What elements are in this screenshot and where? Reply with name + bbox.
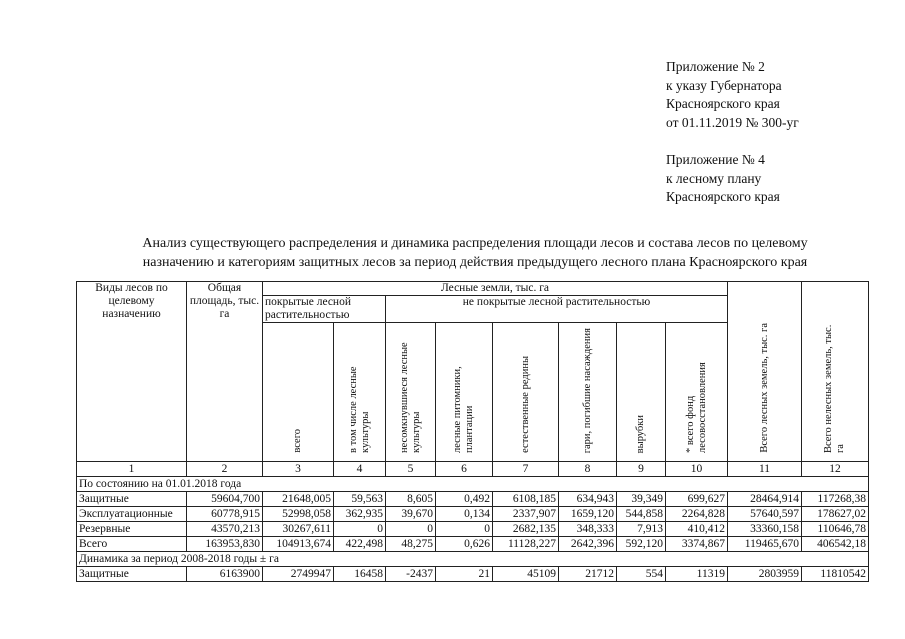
header-forest-lands: Лесные земли, тыс. га (263, 282, 728, 296)
appendix-line: Приложение № 4 (666, 152, 765, 167)
table-cell: 33360,158 (728, 522, 802, 537)
column-number: 6 (436, 462, 493, 477)
appendix-line: к лесному плану (666, 170, 762, 186)
table-cell: 11810542 (802, 567, 869, 582)
column-number: 11 (728, 462, 802, 477)
table-cell: -2437 (386, 567, 436, 582)
table-cell: 59,563 (334, 492, 386, 507)
header-reforestation-fund: * всего фонд лесовосстановления (666, 323, 728, 462)
table-cell: 57640,597 (728, 507, 802, 522)
table-cell: 0 (386, 522, 436, 537)
table-cell: 48,275 (386, 537, 436, 552)
table-cell: 2803959 (728, 567, 802, 582)
table-cell: 2337,907 (493, 507, 559, 522)
table-cell: 0,134 (436, 507, 493, 522)
table-cell: 406542,18 (802, 537, 869, 552)
section-row (77, 552, 869, 567)
table-cell: 45109 (493, 567, 559, 582)
table-cell: 117268,38 (802, 492, 869, 507)
section-title: Динамика за период 2008-2018 годы ± га (77, 552, 869, 567)
table-cell: 30267,611 (263, 522, 334, 537)
table-cell: 0 (334, 522, 386, 537)
table-cell: 362,935 (334, 507, 386, 522)
column-number: 3 (263, 462, 334, 477)
table-row (77, 537, 869, 552)
table-cell: 178627,02 (802, 507, 869, 522)
row-label: Защитные (77, 492, 187, 507)
appendix-line: от 01.11.2019 № 300-уг (666, 114, 799, 130)
header-clearings: вырубки (617, 323, 666, 462)
table-cell: 422,498 (334, 537, 386, 552)
table-cell: 8,605 (386, 492, 436, 507)
document-title (60, 234, 890, 272)
table-cell: 554 (617, 567, 666, 582)
table-cell: 59604,700 (187, 492, 263, 507)
row-label: Всего (77, 537, 187, 552)
column-number: 2 (187, 462, 263, 477)
column-number: 8 (559, 462, 617, 477)
header-total-area: Общая площадь, тыс. га (187, 282, 263, 462)
table-row (77, 567, 869, 582)
table-cell: 592,120 (617, 537, 666, 552)
header-not-covered: не покрытые лесной растительностью (386, 296, 728, 323)
column-number: 10 (666, 462, 728, 477)
table-row (77, 492, 869, 507)
table-cell: 348,333 (559, 522, 617, 537)
table-cell: 21 (436, 567, 493, 582)
table-cell: 1659,120 (559, 507, 617, 522)
table-cell: 39,670 (386, 507, 436, 522)
header-total-nonforest-lands: Всего нелесных земель, тыс. га (802, 282, 869, 462)
table-cell: 52998,058 (263, 507, 334, 522)
table-cell: 0 (436, 522, 493, 537)
column-number: 9 (617, 462, 666, 477)
table-cell: 699,627 (666, 492, 728, 507)
column-number: 4 (334, 462, 386, 477)
table-row (77, 522, 869, 537)
table-cell: 104913,674 (263, 537, 334, 552)
table-cell: 39,349 (617, 492, 666, 507)
table-cell: 21712 (559, 567, 617, 582)
table-cell: 7,913 (617, 522, 666, 537)
table-cell: 0,492 (436, 492, 493, 507)
appendix-line: Красноярского края (666, 96, 780, 111)
header-forest-type: Виды лесов по целевому назначению (77, 282, 187, 462)
header-unclosed-cultures: несомкнувшиеся лесные культуры (386, 323, 436, 462)
header-nurseries: лесные питомники, плантации (436, 323, 493, 462)
appendix-line: к указу Губернатора (666, 77, 782, 93)
table-cell: 11128,227 (493, 537, 559, 552)
forest-distribution-table (76, 281, 869, 582)
table-cell: 0,626 (436, 537, 493, 552)
table-cell: 60778,915 (187, 507, 263, 522)
header-covered: покрытые лесной растительностью (263, 296, 386, 323)
table-cell: 43570,213 (187, 522, 263, 537)
header-natural-gaps: естественные редины (493, 323, 559, 462)
row-label: Эксплуатационные (77, 507, 187, 522)
appendix-line: Приложение № 2 (666, 59, 765, 74)
table-cell: 163953,830 (187, 537, 263, 552)
table-cell: 21648,005 (263, 492, 334, 507)
table-cell: 16458 (334, 567, 386, 582)
table-cell: 2682,135 (493, 522, 559, 537)
table-cell: 119465,670 (728, 537, 802, 552)
title-line: Анализ существующего распределения и динамика распределения площади лесов и состава лесов по целевому (142, 236, 808, 251)
table-cell: 410,412 (666, 522, 728, 537)
table-cell: 110646,78 (802, 522, 869, 537)
table-row (77, 507, 869, 522)
table-cell: 634,943 (559, 492, 617, 507)
appendix-block (666, 58, 799, 207)
row-label: Резервные (77, 522, 187, 537)
appendix-line: Красноярского края (666, 189, 780, 204)
column-number: 5 (386, 462, 436, 477)
table-cell: 6163900 (187, 567, 263, 582)
header-total-forest-lands: Всего лесных земель, тыс. га (728, 282, 802, 462)
column-number: 7 (493, 462, 559, 477)
table-cell: 544,858 (617, 507, 666, 522)
table-cell: 28464,914 (728, 492, 802, 507)
table-cell: 2264,828 (666, 507, 728, 522)
header-burnt-areas: гари, погибшие насаждения (559, 323, 617, 462)
table-cell: 2642,396 (559, 537, 617, 552)
section-title: По состоянию на 01.01.2018 года (77, 477, 869, 492)
row-label: Защитные (77, 567, 187, 582)
table-cell: 11319 (666, 567, 728, 582)
table-cell: 3374,867 (666, 537, 728, 552)
section-row (77, 477, 869, 492)
header-total: всего (263, 323, 334, 462)
column-number-row (77, 462, 869, 477)
column-number: 1 (77, 462, 187, 477)
column-number: 12 (802, 462, 869, 477)
title-line: назначению и категориям защитных лесов за период действия предыдущего лесного плана Красноярского края (142, 255, 808, 270)
table-cell: 6108,185 (493, 492, 559, 507)
header-incl-cultures: в том числе лесные культуры (334, 323, 386, 462)
table-cell: 2749947 (263, 567, 334, 582)
